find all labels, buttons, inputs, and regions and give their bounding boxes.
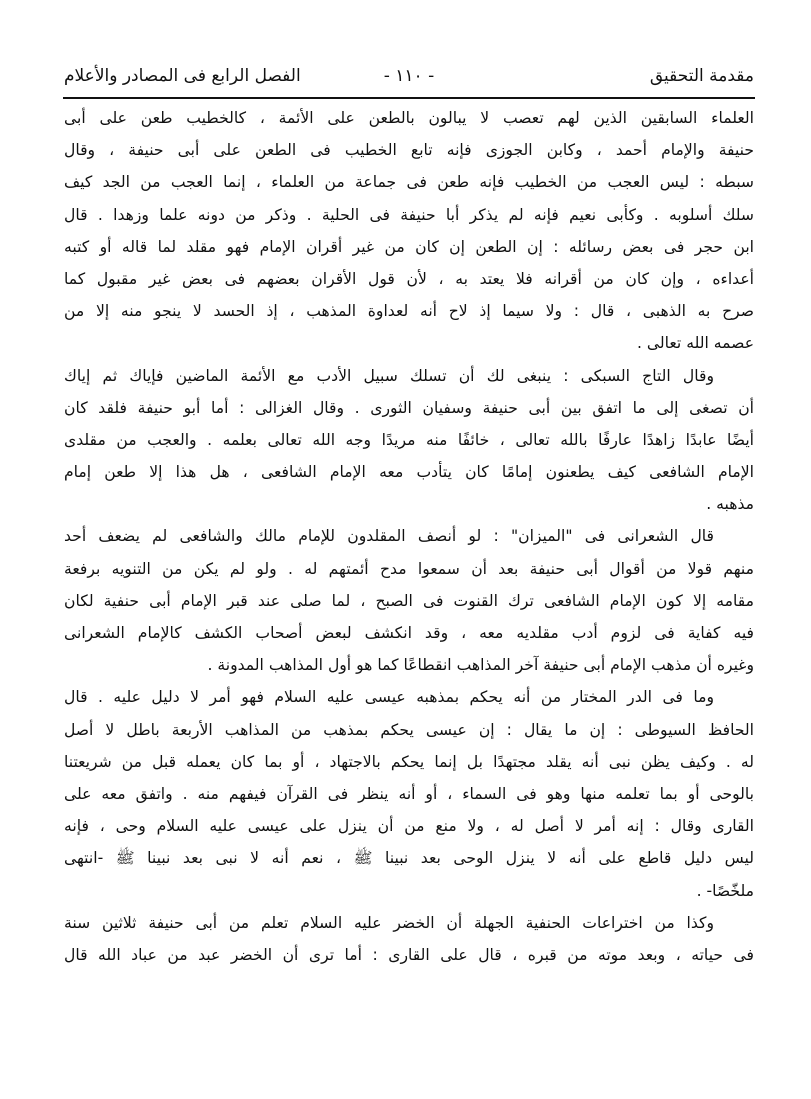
paragraph bbox=[64, 520, 754, 681]
body-text bbox=[64, 102, 754, 971]
paragraph bbox=[64, 907, 754, 971]
text-line: مقامه إلا كون الإمام الشافعى ترك القنوت فى الصبح ، لما صلى عند قبر الإمام أبى حنفية لكان bbox=[64, 591, 754, 610]
text-line: العلماء السابقين الذين لهم تعصب لا يبالون بالطعن على الأئمة ، كالخطيب طعن على أبى bbox=[64, 109, 754, 127]
text-line: ابن حجر فى بعض رسائله : إن الطعن إن كان من غير أقران الإمام فهو مقلد لما قاله أو كتبه bbox=[64, 237, 754, 256]
text-line: ليس دليل قاطع على أنه لا ينزل الوحى بعد نبينا ﷺ ، نعم أنه لا نبى بعد نبينا ﷺ -انتهى bbox=[64, 849, 754, 868]
text-line: قال الشعرانى فى "الميزان" : لو أنصف المقلدون للإمام مالك والشافعى لم يضعف أحد bbox=[64, 527, 714, 546]
text-line: وقال التاج السبكى : ينبغى لك أن تسلك سبيل الأدب مع الأئمة الماضين فإياك ثم إياك bbox=[64, 366, 714, 385]
text-line: عصمه الله تعالى . bbox=[637, 334, 754, 353]
text-line: منهم قولا من أقوال أبى حنيفة بعد أن سمعوا مدح أئمتهم له . ولو لم يكن من التنويه برفعة bbox=[64, 559, 754, 578]
text-line: فيه كفاية فى لزوم أدب مقلديه معه ، وقد انكشف لبعض أصحاب الكشف كالإمام الشعرانى bbox=[64, 624, 754, 642]
page-number: - ١١٠ - bbox=[383, 66, 435, 86]
text-line: القارى وقال : إنه أمر لا أصل له ، ولا منع من أن ينزل على عيسى عليه السلام وحى ، فإنه bbox=[64, 817, 754, 836]
header-rule bbox=[63, 97, 755, 99]
text-line: وما فى الدر المختار من أنه يحكم بمذهبه عيسى عليه السلام فهو أمر لا دليل عليه . قال bbox=[64, 688, 714, 707]
header-book-section: مقدمة التحقيق bbox=[649, 66, 754, 86]
text-line: أعداءه ، وإن كان من أقرانه فلا يعتد به ، لأن قول الأقران بعضهم فى بعض غير مقبول كما bbox=[64, 269, 754, 288]
text-line: وغيره أن مذهب الإمام أبى حنيفة آخر المذاهب انقطاعًا كما هو أول المذاهب المدونة . bbox=[207, 656, 754, 675]
text-line: الحافظ السيوطى : إن ما يقال : إن عيسى يحكم بمذهب من المذاهب الأربعة باطل لا أصل bbox=[64, 720, 754, 739]
running-header bbox=[64, 60, 754, 92]
text-line: ملخّصًا- . bbox=[696, 881, 754, 900]
text-line: له . وكيف يظن نبى أنه يقلد مجتهدًا بل إنما يحكم بالاجتهاد ، أو بما كان يعمله قبل من شريعتنا bbox=[64, 752, 754, 771]
text-line: سلك أسلوبه . وكأبى نعيم فإنه لم يذكر أبا حنيفة فى الحلية . وذكر من دونه علما وزهدا . قال bbox=[64, 205, 754, 224]
text-line: بالوحى أو بما تعلمه منها وهو فى السماء ، أو أنه ينظر فى القرآن فيفهم منه . واتفق معه على bbox=[64, 784, 754, 803]
paragraph bbox=[64, 102, 754, 360]
header-chapter-title: الفصل الرابع فى المصادر والأعلام bbox=[64, 66, 301, 86]
text-line: أن تصغى إلى ما اتفق بين أبى حنيفة وسفيان الثورى . وقال الغزالى : أما أبو حنيفة فلقد كان bbox=[64, 398, 754, 417]
paragraph bbox=[64, 360, 754, 521]
text-line: مذهبه . bbox=[706, 495, 754, 514]
text-line: حنيفة والإمام أحمد ، وكابن الجوزى فإنه تابع الخطيب فى الطعن على أبى حنيفة ، وقال bbox=[64, 141, 754, 160]
text-line: وكذا من اختراعات الحنفية الجهلة أن الخضر عليه السلام تعلم من أبى حنيفة ثلاثين سنة bbox=[64, 913, 714, 932]
text-line: الإمام الشافعى كيف يطعنون إمامًا كان يتأدب معه الإمام الشافعى ، هل هذا إلا طعن إمام bbox=[64, 463, 754, 482]
text-line: أيضًا عابدًا زاهدًا عارفًا بالله تعالى ، خائفًا منه مريدًا وجه الله تعالى بعلمه . والعجب من مقلدى bbox=[64, 430, 754, 449]
text-line: فى حياته ، وبعد موته من قبره ، قال على القارى : أما ترى أن الخضر عبد من عباد الله قال bbox=[64, 945, 754, 964]
text-line: صرح به الذهبى ، قال : ولا سيما إذ لاح أنه لعداوة المذهب ، إذ الحسد لا ينجو منه إلا من bbox=[64, 302, 754, 321]
text-line: سبطه : ليس العجب من الخطيب فإنه طعن فى جماعة من العلماء ، إنما العجب من الجد كيف bbox=[64, 173, 754, 192]
paragraph bbox=[64, 681, 754, 906]
